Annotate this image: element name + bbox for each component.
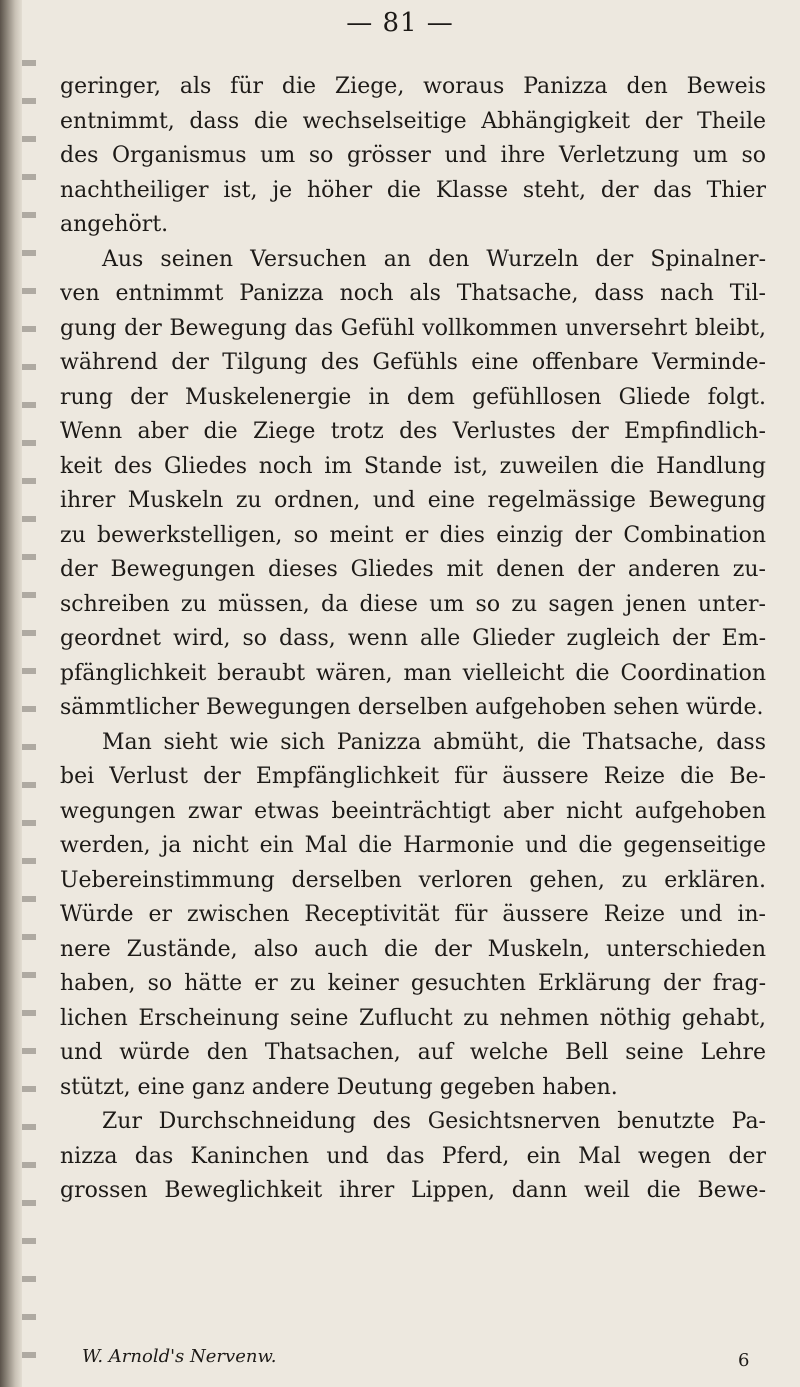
text-line: sämmtlicher Bewegungen derselben aufgehoben sehen würde. — [60, 695, 764, 720]
text-line: nere Zustände, also auch die der Muskeln, unterschieden — [60, 936, 766, 962]
text-line: bei Verlust der Empfänglichkeit für äussere Reize die Be- — [60, 764, 766, 789]
text-line: schreiben zu müssen, da diese um so zu sagen jenen unter- — [60, 591, 766, 617]
text-line: angehört. — [60, 212, 169, 237]
text-line: geringer, als für die Ziege, woraus Panizza den Beweis — [60, 74, 766, 99]
text-line: wegungen zwar etwas beeinträchtigt aber nicht aufgehoben — [60, 798, 766, 824]
text-line: während der Tilgung des Gefühls eine offenbare Verminde- — [60, 350, 766, 375]
text-line: Wenn aber die Ziege trotz des Verlustes der Empfindlich- — [60, 419, 766, 444]
text-line: rung der Muskelenergie in dem gefühllosen Gliede folgt. — [60, 384, 766, 410]
signature-number: 6 — [738, 1350, 750, 1371]
text-line: Man sieht wie sich Panizza abmüht, die Thatsache, dass — [102, 729, 766, 755]
text-line: zu bewerkstelligen, so meint er dies einzig der Combination — [60, 522, 766, 548]
signature-mark: W. Arnold's Nervenw. — [82, 1346, 277, 1367]
text-line: geordnet wird, so dass, wenn alle Glieder zugleich der Em- — [60, 626, 766, 651]
text-line: entnimmt, dass die wechselseitige Abhängigkeit der Theile — [60, 108, 766, 134]
text-line: nachtheiliger ist, je höher die Klasse steht, der das Thier — [60, 177, 766, 203]
text-line: und würde den Thatsachen, auf welche Bell seine Lehre — [60, 1040, 766, 1065]
text-line: ven entnimmt Panizza noch als Thatsache, dass nach Til- — [60, 281, 766, 306]
text-line: des Organismus um so grösser und ihre Verletzung um so — [60, 143, 766, 168]
book-binding-shadow — [0, 0, 22, 1387]
text-line: stützt, eine ganz andere Deutung gegeben haben. — [60, 1074, 618, 1100]
text-line: Uebereinstimmung derselben verloren gehen, zu erklären. — [60, 867, 766, 893]
text-line: pfänglichkeit beraubt wären, man vielleicht die Coordination — [60, 660, 766, 686]
footer-signature — [82, 1346, 682, 1376]
text-line: gung der Bewegung das Gefühl vollkommen unversehrt bleibt, — [60, 315, 766, 341]
text-line: lichen Erscheinung seine Zuflucht zu nehmen nöthig gehabt, — [60, 1005, 766, 1031]
text-line: haben, so hätte er zu keiner gesuchten Erklärung der frag- — [60, 971, 766, 996]
text-line: ihrer Muskeln zu ordnen, und eine regelmässige Bewegung — [60, 488, 766, 513]
text-line: Zur Durchschneidung des Gesichtsnerven benutzte Pa- — [102, 1109, 766, 1134]
text-line: der Bewegungen dieses Gliedes mit denen der anderen zu- — [60, 557, 766, 582]
text-line: werden, ja nicht ein Mal die Harmonie und die gegenseitige — [60, 833, 766, 858]
text-line: keit des Gliedes noch im Stande ist, zuweilen die Handlung — [60, 453, 766, 479]
body-text — [60, 70, 766, 1209]
page-number-header: — 81 — — [346, 8, 454, 38]
text-line: grossen Beweglichkeit ihrer Lippen, dann weil die Bewe- — [60, 1178, 766, 1203]
text-line: nizza das Kaninchen und das Pferd, ein Mal wegen der — [60, 1143, 766, 1169]
gutter-marks — [22, 60, 36, 1380]
text-line: Aus seinen Versuchen an den Wurzeln der Spinalner- — [102, 246, 766, 272]
text-line: Würde er zwischen Receptivität für äussere Reize und in- — [60, 902, 766, 927]
